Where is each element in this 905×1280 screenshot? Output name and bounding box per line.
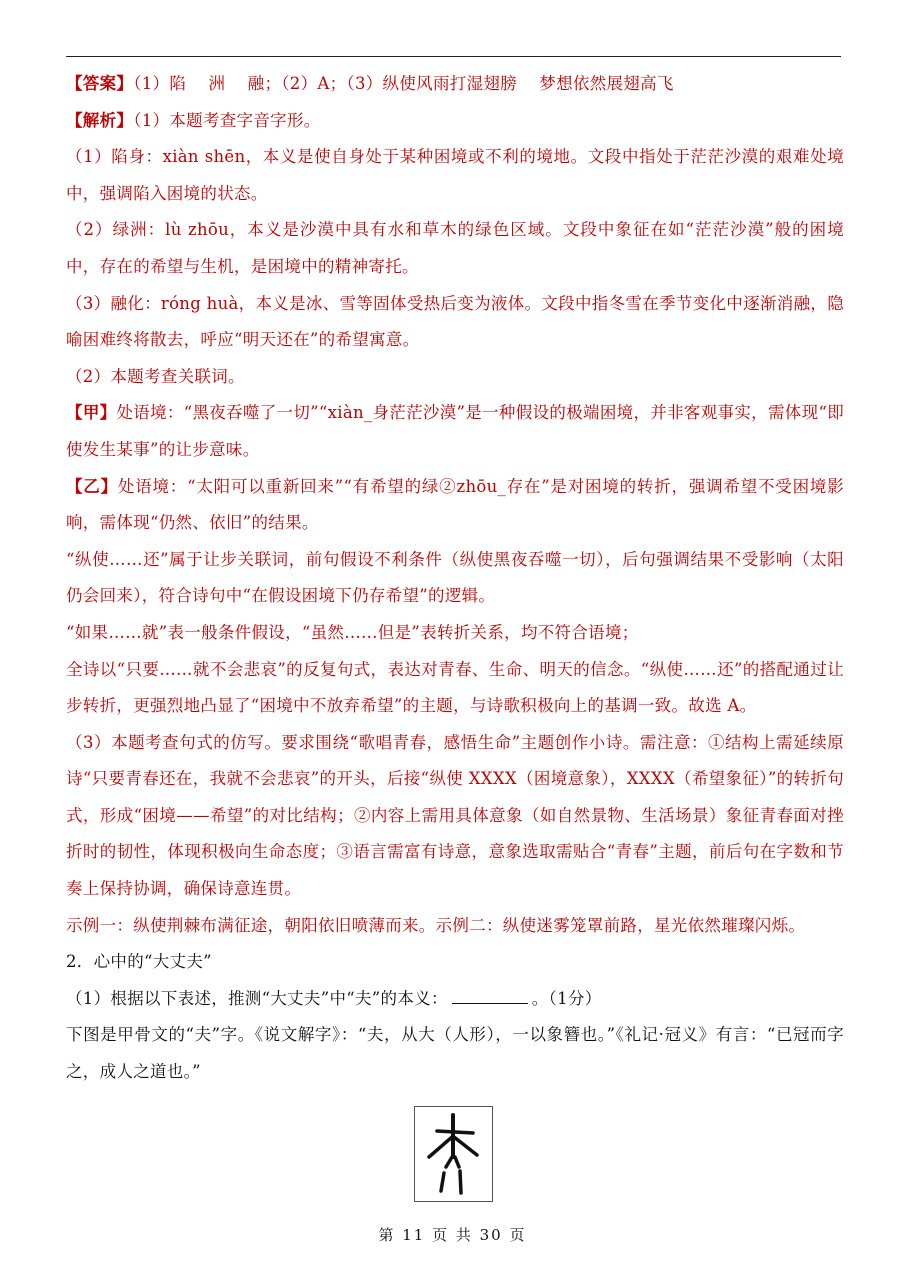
examples-paragraph: 示例一：纵使荆棘布满征途，朝阳依旧喷薄而来。示例二：纵使迷雾笼罩前路，星光依然璀璨闪烁。 — [66, 915, 806, 935]
answer-text: （1）陷 洲 融；（2）A；（3）纵使风雨打湿翅膀 梦想依然展翅高飞 — [133, 74, 674, 93]
jia-paragraph — [66, 395, 844, 468]
analysis-line-3: （3）融化：róng huà，本义是冰、雪等固体受热后变为液体。文段中指冬雪在季节变化中逐渐消融，隐喻困难终将散去，呼应“明天还在”的希望寓意。 — [66, 293, 844, 350]
yi-label: 【乙】 — [66, 476, 118, 496]
analysis-intro-line — [66, 103, 844, 140]
oracle-bone-fu-glyph-icon — [415, 1107, 492, 1201]
analysis-line-1: （1）陷身：xiàn shēn，本义是使自身处于某种困境或不利的境地。文段中指处于茫茫沙漠的艰难处境中，强调陷入困境的状态。 — [66, 147, 844, 203]
jia-label: 【甲】 — [66, 403, 117, 423]
question2-sub1 — [66, 981, 844, 1018]
answer-line — [66, 66, 844, 103]
answer-label: 【答案】 — [66, 74, 134, 93]
analysis-line-4: （2）本题考查关联词。 — [66, 366, 245, 386]
question2-context: 下图是甲骨文的“夫”字。《说文解字》：“夫，从大（人形），一以象簪也。”《礼记·冠义》有言：“已冠而字之，成人之道也。” — [66, 1025, 844, 1082]
analysis-intro: （1）本题考查字音字形。 — [133, 110, 321, 130]
analysis-label: 【解析】 — [66, 110, 134, 130]
part3-paragraph: （3）本题考查句式的仿写。要求围绕“歌唱青春，感悟生命”主题创作小诗。需注意：①结构上需延续原诗“只要青春还在，我就不会悲哀”的开头，后接“纵使 XXXX（困境意象），XXXX（希望象征）”的转折句式，形成“困境——希望”的对比结构；②内容上需用具体意象（如自然景物、生活场景）象征青春面对挫折时的韧性，体现积极向生命态度；③语言需富有诗意，意象选取需贴合“青春”主题，前后句在字数和节奏上保持协调，确保诗意连贯。 — [66, 732, 844, 899]
question2-sub1-suffix: 。（1分） — [531, 988, 602, 1008]
answer-blank[interactable] — [452, 989, 528, 1004]
page-footer: 第 11 页 共 30 页 — [378, 1226, 527, 1244]
analysis-line-2: （2）绿洲：lù zhōu，本义是沙漠中具有水和草木的绿色区域。文段中象征在如“茫茫沙漠”般的困境中，存在的希望与生机，是困境中的精神寄托。 — [66, 220, 844, 276]
oracle-bone-fu-figure — [414, 1106, 493, 1202]
jia-text: 处语境：“黑夜吞噬了一切”“xiàn_身茫茫沙漠”是一种假设的极端困境，并非客观事实，需体现“即使发生某事”的让步意味。 — [66, 403, 844, 459]
header-rule — [66, 56, 841, 57]
question2-title: 2．心中的“大丈夫” — [66, 952, 212, 972]
yi-text: 处语境：“太阳可以重新回来”“有希望的绿②zhōu_存在”是对困境的转折，强调希望不受困境影响，需体现“仍然、依旧”的结果。 — [66, 476, 845, 533]
question2-sub1-prefix: （1）根据以下表述，推测“大丈夫”中“夫”的本义： — [66, 988, 448, 1008]
zongshi-paragraph: “纵使……还”属于让步关联词，前句假设不利条件（纵使黑夜吞噬一切），后句强调结果不受影响（太阳仍会回来），符合诗句中“在假设困境下仍存希望”的逻辑。 — [66, 549, 844, 606]
ruguo-paragraph: “如果……就”表一般条件假设，“虽然……但是”表转折关系，均不符合语境； — [66, 622, 639, 642]
page-content — [66, 66, 844, 1091]
quanshi-paragraph: 全诗以“只要……就不会悲哀”的反复句式，表达对青春、生命、明天的信念。“纵使……还”的搭配通过让步转折，更强烈地凸显了“困境中不放弃希望”的主题，与诗歌积极向上的基调一致。故选 A。 — [66, 659, 844, 716]
yi-paragraph — [66, 469, 844, 542]
